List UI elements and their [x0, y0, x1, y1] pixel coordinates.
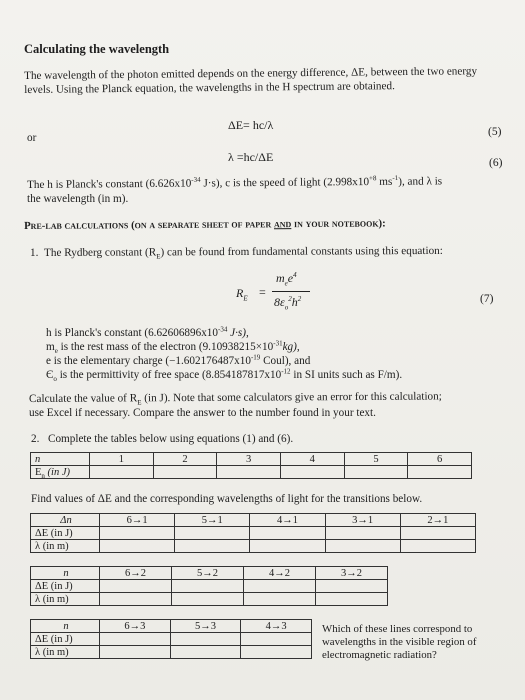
definition-epsilon: $Є_o$ is the permittivity of free space ($8.854187817x10^{-12}$ in SI units such as F/m). — [46, 367, 403, 384]
prelab-heading: Pre-lab calculations (on a separate sheet of paper and in your notebook): — [24, 217, 386, 232]
table-header-n: n — [31, 620, 100, 633]
answer-cell[interactable] — [172, 593, 244, 606]
table-header-cell: 2→1 — [400, 514, 475, 527]
answer-cell[interactable] — [408, 466, 472, 479]
answer-cell[interactable] — [244, 580, 316, 593]
table-row — [31, 540, 476, 553]
formula-equals: = — [259, 285, 266, 299]
question-line: wavelengths in the visible region of — [322, 636, 477, 648]
visible-region-question — [322, 623, 476, 662]
table-header-cell: 4 — [280, 453, 344, 466]
answer-cell[interactable] — [280, 466, 344, 479]
energy-levels-table — [30, 452, 472, 479]
table-header-n: n — [31, 567, 100, 580]
answer-cell[interactable] — [100, 593, 172, 606]
table-header-cell: 1 — [90, 453, 154, 466]
table-header-cell: 5 — [344, 453, 408, 466]
answer-cell[interactable] — [316, 580, 388, 593]
equation-6: λ =hc/ΔE — [228, 150, 274, 164]
answer-cell[interactable] — [244, 593, 316, 606]
table-header-n: n — [31, 453, 90, 466]
answer-cell[interactable] — [100, 540, 175, 553]
answer-cell[interactable] — [344, 466, 408, 479]
table-header-cell: 5→1 — [175, 514, 250, 527]
equation-6-number: (6) — [489, 157, 503, 169]
item-1-number: 1. — [30, 247, 39, 259]
row-label-wavelength: λ (in m) — [31, 646, 100, 659]
formula-lhs: $R_E$ — [236, 286, 248, 303]
answer-cell[interactable] — [153, 466, 217, 479]
transitions-to-2-table — [30, 566, 388, 606]
table-header-cell: 4→2 — [244, 567, 316, 580]
constants-line: The h is Planck's constant ($6.626x10^{-34}$ J·s), c is the speed of light ($2.998x10^{+8}$ $ms^{-1}$), and λ is — [27, 174, 443, 191]
answer-cell[interactable] — [170, 633, 241, 646]
answer-cell[interactable] — [400, 527, 475, 540]
question-line: electromagnetic radiation? — [322, 649, 437, 661]
answer-cell[interactable] — [172, 580, 244, 593]
definition-me: $m_e$ is the rest mass of the electron $(9.10938215\times 10^{-31}kg)$, — [46, 339, 300, 356]
or-label: or — [27, 132, 37, 144]
transitions-to-3-table — [30, 619, 312, 659]
table-header-delta-n: Δn — [31, 514, 100, 527]
item-2-text: Complete the tables below using equations (1) and (6). — [48, 433, 294, 445]
table-row — [31, 466, 472, 479]
row-label-delta-e: ΔE (in J) — [31, 527, 100, 540]
definition-h: h is Planck's constant ($6.62606896x10^{-34}$ J·s), — [46, 325, 249, 339]
definition-e: e is the elementary charge ($-1.602176487x10^{-19}$ Coul), and — [46, 353, 311, 367]
answer-cell[interactable] — [250, 527, 325, 540]
table-header-cell: 4→3 — [241, 620, 312, 633]
answer-cell[interactable] — [100, 633, 171, 646]
formula-numerator: $m_ee^4$ — [276, 271, 297, 288]
section-title: Calculating the wavelength — [24, 42, 170, 56]
table-row — [31, 527, 476, 540]
answer-cell[interactable] — [325, 527, 400, 540]
calculate-instruction-2: use Excel if necessary. Compare the answer to the number found in your text. — [29, 407, 376, 419]
table-header-cell: 3 — [217, 453, 281, 466]
answer-cell[interactable] — [250, 540, 325, 553]
table-header-cell: 5→2 — [172, 567, 244, 580]
row-label-wavelength: λ (in m) — [31, 593, 100, 606]
answer-cell[interactable] — [170, 646, 241, 659]
answer-cell[interactable] — [400, 540, 475, 553]
calculate-instruction-1: Calculate the value of $R_E$ (in J). Note that some calculators give an error for this calculation; — [29, 390, 442, 407]
table-row — [31, 633, 312, 646]
answer-cell[interactable] — [100, 646, 171, 659]
table-header-cell: 6→1 — [100, 514, 175, 527]
table-header-cell: 2 — [153, 453, 217, 466]
answer-cell[interactable] — [90, 466, 154, 479]
answer-cell[interactable] — [316, 593, 388, 606]
equation-5-number: (5) — [488, 126, 502, 138]
row-label-wavelength: λ (in m) — [31, 540, 100, 553]
find-values-text: Find values of ΔE and the corresponding wavelengths of light for the transitions below. — [31, 493, 423, 505]
answer-cell[interactable] — [241, 633, 312, 646]
table-header-cell: 6→2 — [100, 567, 172, 580]
row-label-energy: $E_n$ (in J) — [31, 466, 90, 479]
answer-cell[interactable] — [100, 527, 175, 540]
row-label-delta-e: ΔE (in J) — [31, 633, 100, 646]
item-1-text: The Rydberg constant $(R_E)$ can be found from fundamental constants using this equation: — [44, 244, 443, 261]
answer-cell[interactable] — [325, 540, 400, 553]
formula-denominator: $8\varepsilon_o^2h^2$ — [274, 295, 302, 312]
table-row — [31, 567, 388, 580]
table-header-cell: 4→1 — [250, 514, 325, 527]
table-header-cell: 3→2 — [316, 567, 388, 580]
answer-cell[interactable] — [175, 527, 250, 540]
table-row — [31, 580, 388, 593]
table-header-cell: 6→3 — [100, 620, 171, 633]
table-row — [31, 453, 472, 466]
row-label-delta-e: ΔE (in J) — [31, 580, 100, 593]
question-line: Which of these lines correspond to — [322, 623, 473, 635]
table-row — [31, 646, 312, 659]
table-header-cell: 5→3 — [170, 620, 241, 633]
equation-7-number: (7) — [480, 293, 494, 305]
answer-cell[interactable] — [100, 580, 172, 593]
answer-cell[interactable] — [175, 540, 250, 553]
item-2-number: 2. — [31, 433, 40, 445]
intro-paragraph: The wavelength of the photon emitted depends on the energy difference, ΔE, between the two energy levels. Using the Planck equation, the wavelengths in the H spectrum are obtained. — [24, 65, 478, 96]
table-header-cell: 6 — [408, 453, 472, 466]
answer-cell[interactable] — [241, 646, 312, 659]
table-row — [31, 514, 476, 527]
fraction-bar — [272, 291, 310, 292]
transitions-to-1-table — [30, 513, 476, 553]
table-header-cell: 3→1 — [325, 514, 400, 527]
table-row — [31, 620, 312, 633]
constants-line-2: the wavelength (in m). — [27, 193, 129, 205]
equation-5: ΔE= hc/λ — [228, 118, 274, 132]
table-row — [31, 593, 388, 606]
answer-cell[interactable] — [217, 466, 281, 479]
